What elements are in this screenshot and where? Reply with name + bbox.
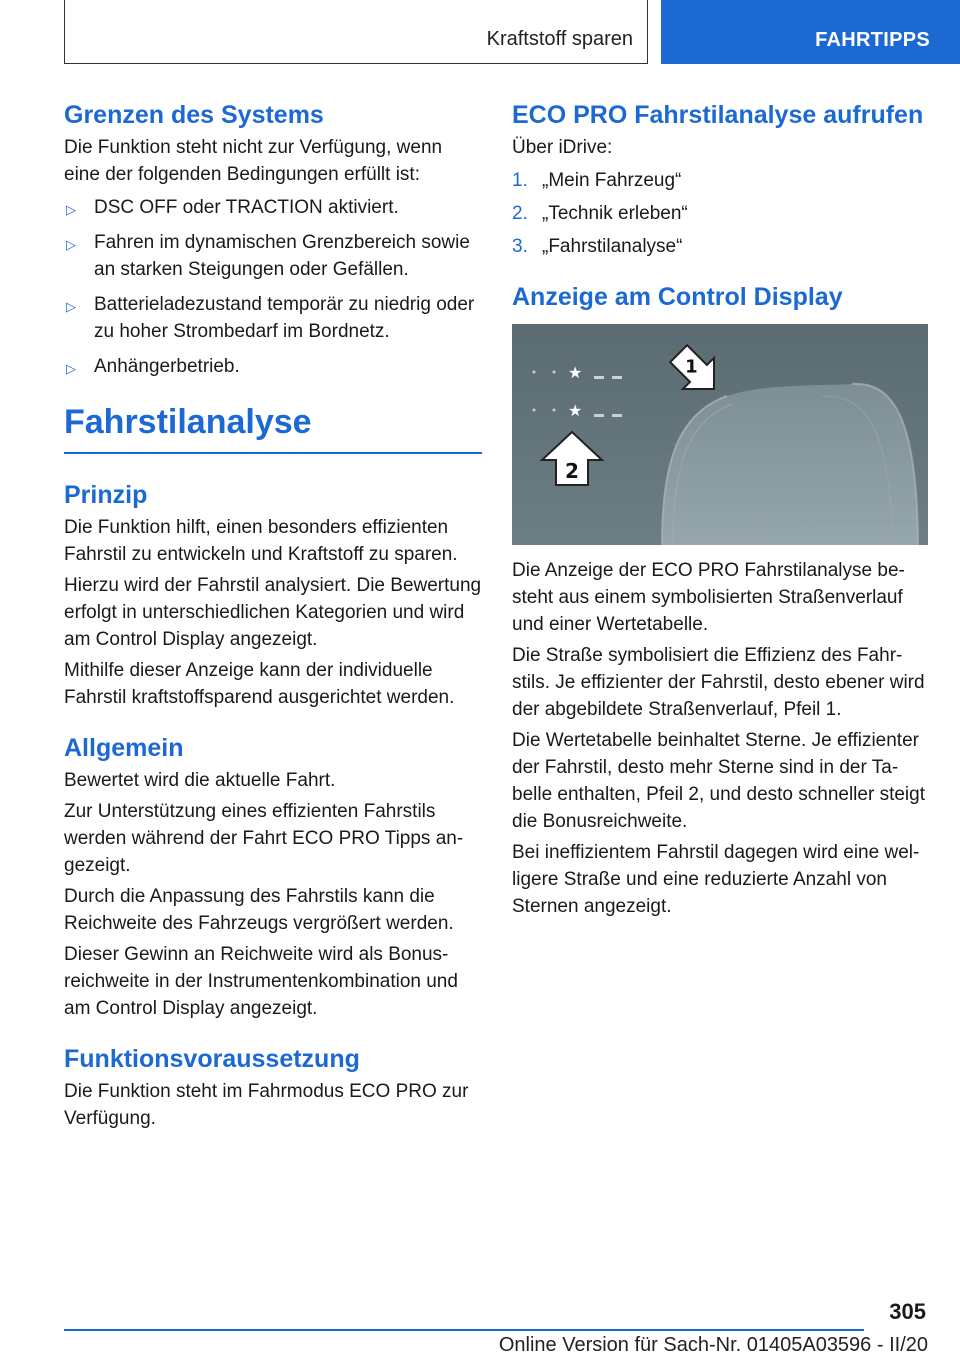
right-column — [512, 100, 930, 924]
value-dash — [594, 376, 604, 379]
arrow-1-label: 1 — [685, 356, 698, 378]
grenzen-intro: Die Funktion steht nicht zur Verfügung, wenn eine der folgenden Bedingungen erfüllt ist: — [64, 137, 443, 185]
grenzen-list — [64, 194, 482, 380]
star-icon: ★ — [568, 363, 583, 382]
paragraph: Bei ineffizientem Fahrstil dagegen wird eine wel-ligere Straße und eine reduzierte Anzahl von Sternen angezeigt. — [512, 842, 920, 917]
left-column — [64, 100, 482, 1136]
heading-funktionsvoraussetzung: Funktionsvoraussetzung — [64, 1045, 360, 1073]
arrow-2-label: 2 — [565, 459, 579, 483]
value-dash — [594, 414, 604, 417]
list-item: 3. „Fahrstilanalyse“ — [512, 236, 683, 257]
triangle-bullet-icon: ▷ — [66, 237, 76, 252]
control-display-figure — [512, 324, 928, 545]
triangle-bullet-icon: ▷ — [66, 299, 76, 314]
star-dot — [533, 371, 536, 374]
paragraph: Bewertet wird die aktuelle Fahrt. — [64, 770, 336, 791]
paragraph: Zur Unterstützung eines effizienten Fahrstils werden während der Fahrt ECO PRO Tipps an-gezeigt. — [64, 801, 464, 876]
header-section-box — [64, 0, 648, 64]
heading-prinzip: Prinzip — [64, 481, 148, 509]
list-item: ▷ Batterieladezustand temporär zu niedrig oder zu hoher Strombedarf im Bordnetz. — [66, 294, 475, 342]
page-number: 305 — [889, 1299, 926, 1324]
value-dash — [612, 414, 622, 417]
star-dot — [553, 371, 556, 374]
aufrufen-intro: Über iDrive: — [512, 137, 613, 158]
paragraph: Hierzu wird der Fahrstil analysiert. Die Bewertung erfolgt in unterschiedlichen Kategorien und wird am Control Display angezeigt. — [64, 575, 482, 650]
star-dot — [533, 409, 536, 412]
heading-grenzen: Grenzen des Systems — [64, 101, 324, 129]
paragraph: Die Anzeige der ECO PRO Fahrstilanalyse be-steht aus einem symbolisierten Straßenverlauf und einer Wertetabelle. — [512, 560, 905, 635]
triangle-bullet-icon: ▷ — [66, 202, 76, 217]
paragraph: Mithilfe dieser Anzeige kann der individuelle Fahrstil kraftstoffsparend ausgerichtet werden. — [64, 660, 455, 708]
star-dot — [553, 409, 556, 412]
list-item: ▷ DSC OFF oder TRACTION aktiviert. — [64, 194, 482, 221]
footer-divider — [64, 1329, 864, 1331]
heading-fahrstilanalyse: Fahrstilanalyse — [64, 402, 482, 454]
star-icon: ★ — [568, 401, 583, 420]
value-dash — [612, 376, 622, 379]
list-item: 2. „Technik erleben“ — [512, 203, 688, 224]
paragraph: Die Funktion steht im Fahrmodus ECO PRO zur Verfügung. — [64, 1081, 469, 1129]
triangle-bullet-icon: ▷ — [66, 361, 76, 376]
paragraph: Die Funktion hilft, einen besonders effizienten Fahrstil zu entwickeln und Kraftstoff zu sparen. — [64, 517, 458, 565]
header-chapter-tab[interactable] — [661, 0, 960, 64]
header-section-title: Kraftstoff sparen — [486, 28, 633, 50]
header-chapter-label: FAHRTIPPS — [815, 29, 930, 51]
paragraph: Die Straße symbolisiert die Effizienz des Fahr-stils. Je effizienter der Fahrstil, desto ebener wird der abgebildete Straßenverlauf, Pfeil 1. — [512, 645, 925, 720]
list-item: 1. „Mein Fahrzeug“ — [512, 170, 682, 191]
list-item: ▷ Anhängerbetrieb. — [64, 353, 482, 380]
heading-eco-pro-aufrufen: ECO PRO Fahrstilanalyse aufrufen — [512, 101, 924, 129]
online-version-note: Online Version für Sach-Nr. 01405A03596 - II/20 — [498, 1334, 928, 1356]
paragraph: Dieser Gewinn an Reichweite wird als Bonus-reichweite in der Instrumentenkombination und am Control Display angezeigt. — [64, 944, 458, 1019]
heading-anzeige-control-display: Anzeige am Control Display — [512, 283, 843, 311]
list-item: ▷ Fahren im dynamischen Grenzbereich sowie an starken Steigungen oder Gefällen. — [66, 232, 470, 280]
heading-allgemein: Allgemein — [64, 734, 184, 762]
paragraph: Durch die Anpassung des Fahrstils kann die Reichweite des Fahrzeugs vergrößert werden. — [64, 886, 454, 934]
aufrufen-steps — [512, 167, 930, 260]
paragraph: Die Wertetabelle beinhaltet Sterne. Je effizienter der Fahrstil, desto mehr Sterne sind in der Ta-belle enthalten, Pfeil 2, und desto schneller steigt die Bonusreichweite. — [512, 730, 925, 832]
